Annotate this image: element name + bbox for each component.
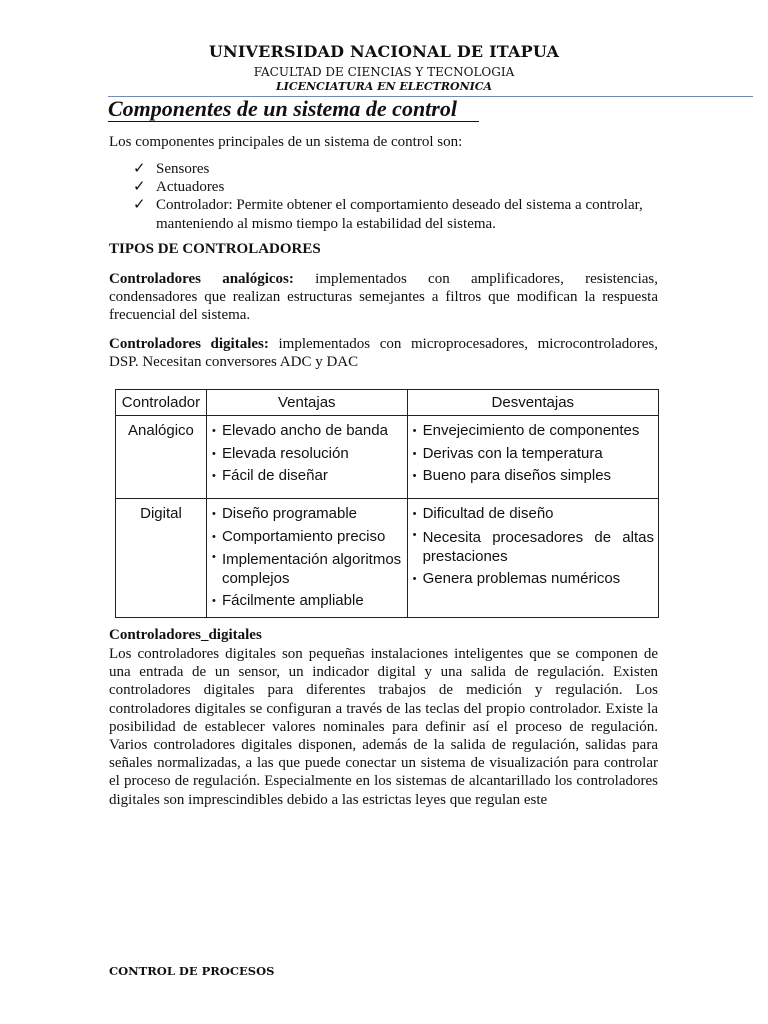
- table-header-row: [116, 390, 659, 416]
- advantages-cell: [206, 499, 407, 618]
- list-item-text: Controlador: Permite obtener el comportamiento deseado del sistema a controlar, manteniendo al mismo tiempo la estabilidad del sistema.: [156, 197, 643, 232]
- analog-text: implementados con amplificadores, resistencias, condensadores que realizan estructuras semejantes a filtros que modifican la respuesta frecuencial del sistema.: [109, 271, 659, 324]
- section-heading: TIPOS DE CONTROLADORES: [109, 241, 321, 257]
- disadvantage-item: • Necesita procesadores de altas prestaciones: [413, 526, 654, 568]
- disadvantages-cell: [407, 499, 658, 618]
- advantage-item: • Fácilmente ampliable: [212, 590, 403, 613]
- page-footer: CONTROL DE PROCESOS: [109, 964, 275, 978]
- digital-label: Controladores digitales:: [109, 336, 269, 352]
- checkmark-icon: ✓: [133, 161, 146, 177]
- comparison-table: [115, 389, 659, 618]
- section2-body: Los controladores digitales son pequeñas instalaciones inteligentes que se componen de una entrada de un sensor, un indicador digital y una salida de regulación. Existen controladores digitales para diferentes trabajos de medición y regulación. Los controladores digitales se configuran a través de las teclas del propio controlador. Existe la posibilidad de establecer valores nominales para definir así el proceso de regulación. Varios controladores digitales disponen, además de la salida de regulación, salidas para señales normalizadas, a las que puede conectar un sistema de visualización para controlar el proceso de regulación. Especialmente en los sistemas de alcantarillado los controladores digitales son imprescindibles debido a las estrictas leyes que regulan este: [109, 646, 658, 808]
- advantage-item: • Fácil de diseñar: [212, 465, 403, 488]
- row-header: Digital: [116, 499, 207, 618]
- section2-heading: Controladores_digitales: [109, 627, 262, 643]
- components-list: [133, 160, 658, 233]
- list-item-text: Actuadores: [156, 179, 225, 196]
- list-item: [133, 178, 658, 196]
- disadvantage-item: • Derivas con la temperatura: [413, 443, 654, 466]
- career-name: LICENCIATURA EN ELECTRONICA: [275, 80, 493, 93]
- analog-paragraph: [109, 270, 658, 325]
- column-header: Controlador: [116, 390, 207, 416]
- advantage-item: • Comportamiento preciso: [212, 526, 403, 549]
- digital-text: implementados con microprocesadores, microcontroladores, DSP. Necesitan conversores ADC y DAC: [109, 336, 659, 371]
- digital-paragraph: [109, 335, 658, 371]
- checkmark-icon: ✓: [133, 179, 146, 196]
- list-item: [133, 196, 658, 232]
- disadvantage-item: • Envejecimiento de componentes: [413, 420, 654, 443]
- faculty-name: FACULTAD DE CIENCIAS Y TECNOLOGIA: [253, 65, 515, 79]
- column-header: Ventajas: [206, 390, 407, 416]
- disadvantage-item: • Genera problemas numéricos: [413, 568, 654, 591]
- list-item-text: Sensores: [156, 161, 210, 177]
- advantages-cell: [206, 416, 407, 499]
- row-header: Analógico: [116, 416, 207, 499]
- advantage-item: • Elevada resolución: [212, 443, 403, 466]
- university-name: UNIVERSIDAD NACIONAL DE ITAPUA: [208, 42, 560, 61]
- table-row: [116, 499, 659, 618]
- advantage-item: • Elevado ancho de banda: [212, 420, 403, 443]
- title-underline: [108, 121, 479, 122]
- analog-label: Controladores analógicos:: [109, 271, 294, 287]
- advantage-item: • Diseño programable: [212, 503, 403, 526]
- checkmark-icon: ✓: [133, 197, 146, 214]
- column-header: Desventajas: [407, 390, 658, 416]
- list-item: [133, 160, 658, 178]
- page-title: Componentes de un sistema de control: [108, 96, 457, 121]
- disadvantages-cell: [407, 416, 658, 499]
- table-row: [116, 416, 659, 499]
- disadvantage-item: • Bueno para diseños simples: [413, 465, 654, 488]
- advantage-item: • Implementación algoritmos complejos: [212, 548, 403, 590]
- intro-text: Los componentes principales de un sistema de control son:: [109, 134, 463, 150]
- disadvantage-item: • Dificultad de diseño: [413, 503, 654, 526]
